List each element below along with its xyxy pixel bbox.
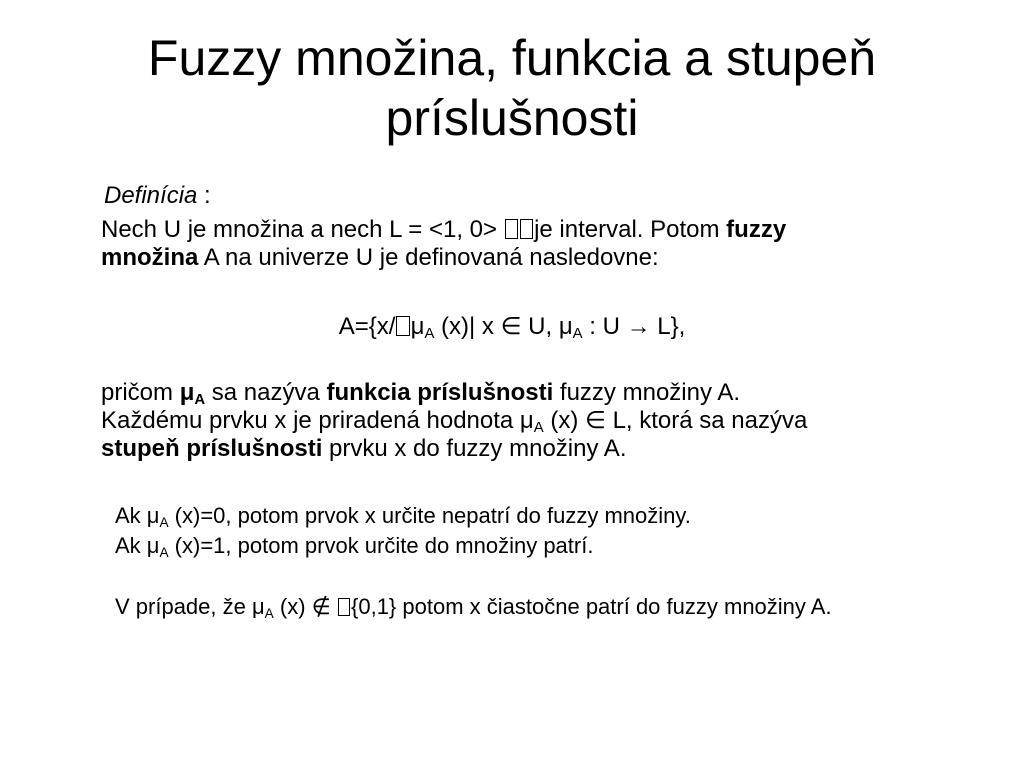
p1-bold-fuzzy: fuzzy	[726, 216, 787, 243]
definition-heading	[104, 182, 211, 210]
formula	[0, 313, 1024, 341]
p1-bold-mnozina: množina	[101, 244, 199, 271]
p2-l2-sub: A	[533, 420, 544, 437]
p2-bold-sub: A	[194, 392, 206, 409]
note-1-text-a: Ak μ	[115, 503, 160, 528]
note-3-text-c: {0,1} potom x čiastočne patrí do fuzzy množiny A.	[351, 594, 832, 619]
p2-text-b: sa nazýva	[205, 379, 327, 406]
paragraph-2-line-1	[101, 379, 740, 407]
slide-title	[0, 28, 1024, 148]
note-2-sub: A	[159, 544, 169, 560]
note-3-text-b: (x) ∉	[273, 594, 337, 619]
missing-glyph-icon	[396, 316, 409, 336]
p2-l2-text-b: (x) ∈ L, ktorá sa nazýva	[543, 407, 808, 434]
note-3-text-a: V prípade, že μ	[115, 594, 265, 619]
p2-bold-stupen: stupeň príslušnosti	[101, 435, 323, 462]
note-1-sub: A	[159, 514, 169, 530]
p2-l3-rest: prvku x do fuzzy množiny A.	[322, 435, 627, 462]
paragraph-1-line-2	[101, 244, 659, 272]
formula-part-c: : U → L},	[582, 313, 686, 340]
p2-bold-mu: μ	[179, 379, 195, 406]
p2-l2-text-a: Každému prvku x je priradená hodnota μ	[101, 407, 534, 434]
paragraph-2-line-3	[101, 435, 626, 463]
formula-part-a: A={x/	[338, 313, 396, 340]
formula-part-b: (x)| x ∈ U, μ	[434, 313, 573, 340]
definition-colon: :	[197, 182, 211, 209]
missing-glyph-icon	[505, 219, 518, 239]
title-line-2: príslušnosti	[385, 90, 639, 146]
p2-text-c: fuzzy množiny A.	[553, 379, 740, 406]
p1-text-b: je interval. Potom	[534, 216, 727, 243]
definition-label: Definícia	[104, 182, 198, 209]
note-1	[115, 503, 691, 529]
note-2-text-b: (x)=1, potom prvok určite do množiny patrí.	[168, 533, 594, 558]
p2-bold-funkcia: funkcia príslušnosti	[326, 379, 554, 406]
title-line-1: Fuzzy množina, funkcia a stupeň	[147, 30, 877, 86]
note-3	[115, 594, 832, 620]
formula-mu: μ	[410, 313, 425, 340]
paragraph-2-line-2	[101, 407, 807, 435]
missing-glyph-icon	[520, 219, 533, 239]
note-2-text-a: Ak μ	[115, 533, 160, 558]
p1-text-rest: A na univerze U je definovaná nasledovne:	[198, 244, 659, 271]
note-2	[115, 533, 593, 559]
formula-sub-2: A	[572, 326, 583, 343]
p2-text-a: pričom	[101, 379, 180, 406]
missing-glyph-icon	[338, 598, 350, 616]
note-1-text-b: (x)=0, potom prvok x určite nepatrí do fuzzy množiny.	[168, 503, 691, 528]
p1-text-a: Nech U je množina a nech L = <1, 0>	[101, 216, 504, 243]
formula-sub-1: A	[424, 326, 435, 343]
paragraph-1-line-1	[101, 216, 786, 244]
note-3-sub: A	[264, 605, 274, 621]
